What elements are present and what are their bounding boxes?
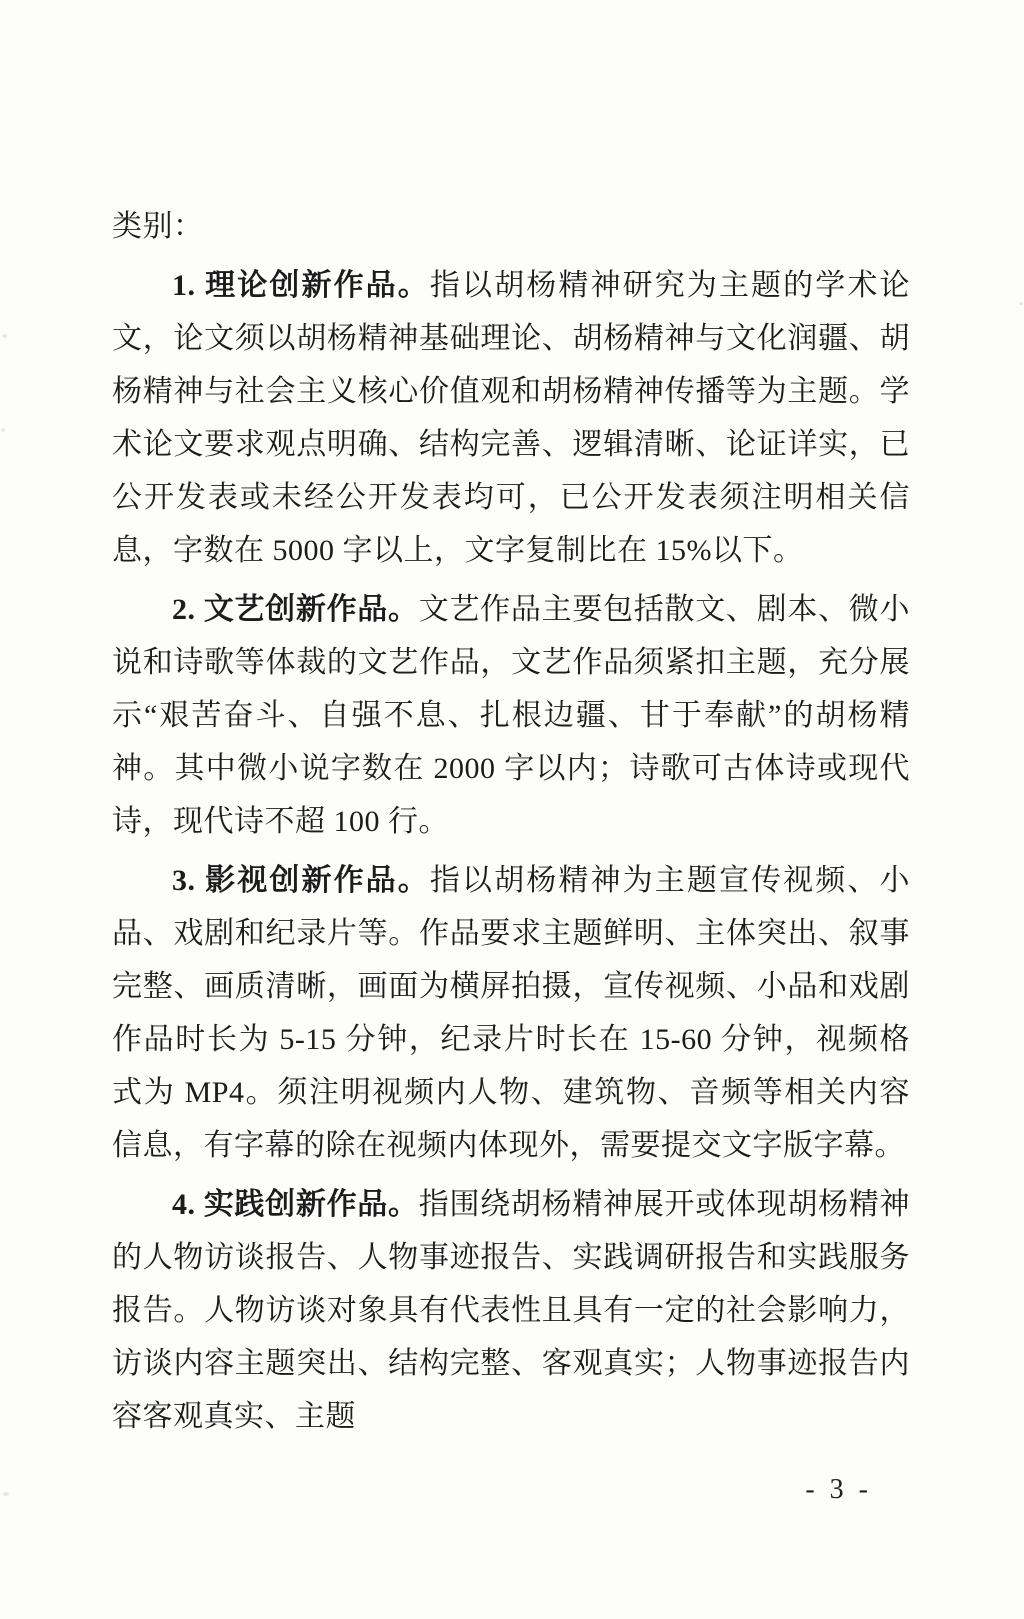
paragraph-practice-works-lead: 4. 实践创新作品。 [172, 1188, 419, 1221]
category-heading: 类别： [112, 210, 204, 243]
paragraph-literary-works-lead: 2. 文艺创新作品。 [172, 593, 419, 626]
paragraph-film-works-text: 指以胡杨精神为主题宣传视频、小品、戏剧和纪录片等。作品要求主题鲜明、主体突出、叙事完整、画质清晰，画面为横屏拍摄，宣传视频、小品和戏剧作品时长为 5-15 分钟，纪录片时长在 15-60 分钟，视频格式为 MP4。须注明视频内人物、建筑物、音频等相关内容信息，有字幕的除在视频内体现外，需要提交文字版字幕。 [112, 864, 911, 1162]
paragraph-theory-works [112, 259, 910, 577]
paragraph-film-works-lead: 3. 影视创新作品。 [172, 864, 430, 897]
paragraph-theory-works-text: 指以胡杨精神研究为主题的学术论文，论文须以胡杨精神基础理论、胡杨精神与文化润疆、胡杨精神与社会主义核心价值观和胡杨精神传播等为主题。学术论文要求观点明确、结构完善、逻辑清晰、论证详实，已公开发表或未经公开发表均可，已公开发表须注明相关信息，字数在 5000 字以上，文字复制比在 15%以下。 [112, 269, 911, 567]
paragraph-literary-works [112, 583, 910, 848]
scan-speckle [1019, 302, 1023, 305]
scan-speckle [3, 1492, 9, 1496]
scan-speckle [1, 428, 5, 432]
page-number: - 3 - [805, 1474, 872, 1505]
document-body [112, 200, 910, 1443]
paragraph-practice-works [112, 1178, 910, 1443]
paragraph-practice-works-text: 指围绕胡杨精神展开或体现胡杨精神的人物访谈报告、人物事迹报告、实践调研报告和实践服务报告。人物访谈对象具有代表性且具有一定的社会影响力，访谈内容主题突出、结构完整、客观真实；人物事迹报告内容客观真实、主题 [112, 1188, 911, 1433]
scan-speckle [2, 334, 7, 338]
paragraph-theory-works-lead: 1. 理论创新作品。 [172, 269, 430, 302]
paragraph-film-works [112, 854, 910, 1172]
paragraph-literary-works-text: 文艺作品主要包括散文、剧本、微小说和诗歌等体裁的文艺作品，文艺作品须紧扣主题，充分展示“艰苦奋斗、自强不息、扎根边疆、甘于奉献”的胡杨精神。其中微小说字数在 2000 字以内；诗歌可古体诗或现代诗，现代诗不超 100 行。 [112, 593, 911, 838]
